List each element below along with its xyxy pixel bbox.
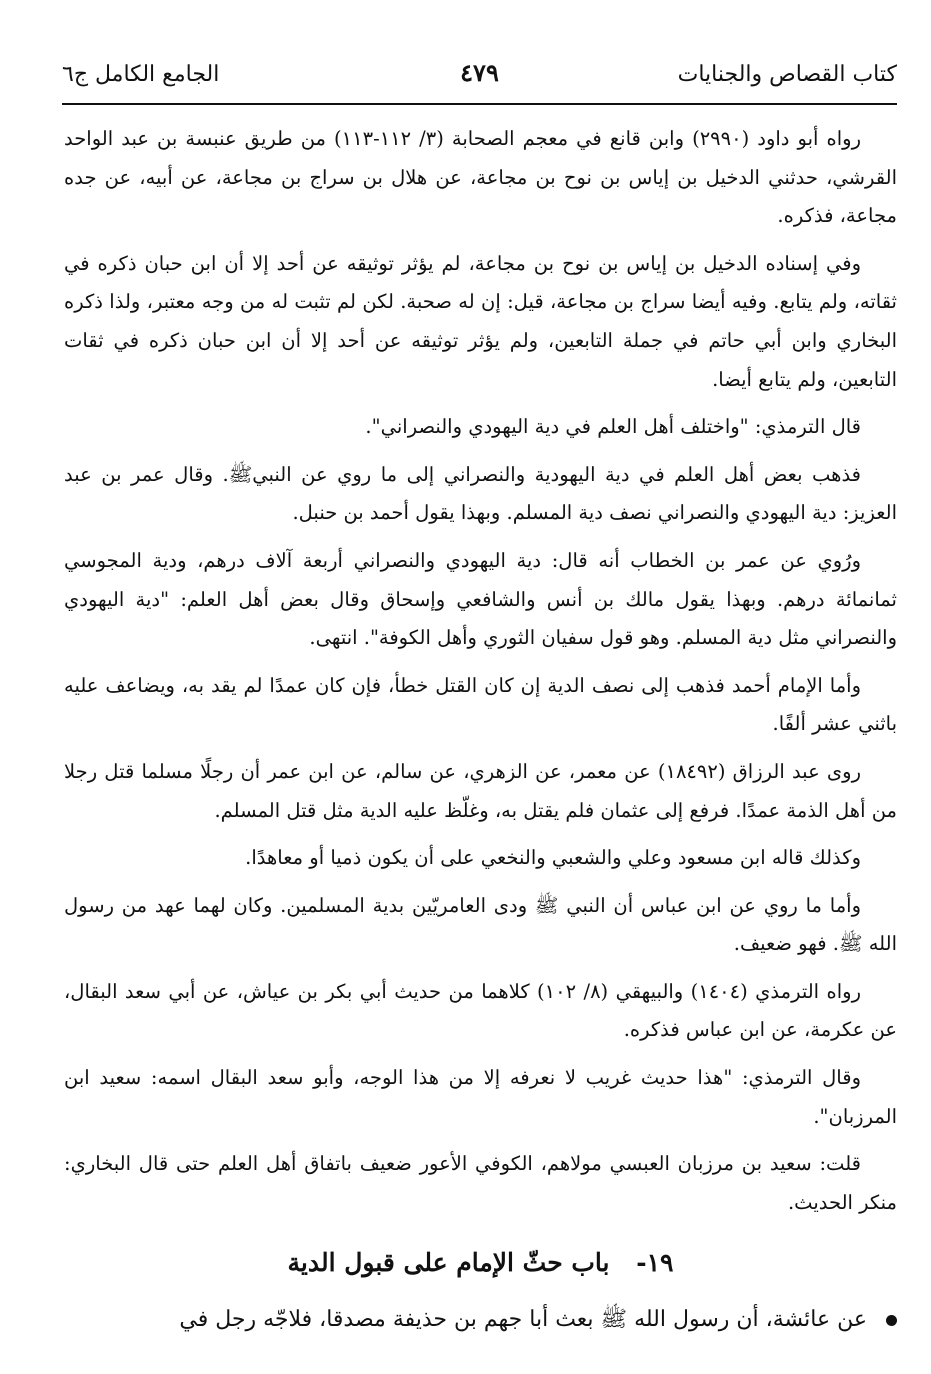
chapter-title: باب حثّ الإمام على قبول الدية (287, 1248, 610, 1278)
header-divider (62, 103, 897, 105)
paragraph-ibn-masud: وكذلك قاله ابن مسعود وعلي والشعبي والنخعي على أن يكون ذميا أو معاهدًا. (245, 846, 861, 870)
page-body (64, 120, 897, 1340)
paragraph-tirmidhi-gharib: وقال الترمذي: "هذا حديث غريب لا نعرفه إلا من هذا الوجه، وأبو سعد البقال اسمه: سعيد ابن المرزبان". (64, 1066, 897, 1128)
book-section-title: كتاب القصاص والجنايات (677, 62, 897, 87)
paragraph-imam-ahmad: وأما الإمام أحمد فذهب إلى نصف الدية إن كان القتل خطأ، فإن كان عمدًا لم يقد به، ويضاعف عليه باثني عشر ألفًا. (64, 673, 897, 736)
paragraph-author-note: قلت: سعيد بن مرزبان العبسي مولاهم، الكوفي الأعور ضعيف باتفاق أهل العلم حتى قال البخاري: منكر الحديث. (64, 1152, 897, 1214)
paragraph-tirmidhi-bayhaqi: رواه الترمذي (١٤٠٤) والبيهقي (٨/ ١٠٢) كلاهما من حديث أبي بكر بن عياش، عن أبي سعد البقال، عن عكرمة، عن ابن عباس فذكره. (64, 979, 897, 1042)
hadith-paragraph (64, 1300, 897, 1340)
book-title: الجامع الكامل ج٦ (62, 62, 220, 87)
paragraph-ibn-abbas: وأما ما روي عن ابن عباس أن النبي ﷺ ودى العامريّين بدية المسلمين. وكان لهما عهد من رسول الله ﷺ. فهو ضعيف. (64, 893, 897, 956)
paragraph-umar-report: ورُوي عن عمر بن الخطاب أنه قال: دية اليهودي والنصراني أربعة آلاف درهم، ودية المجوسي ثمانمائة درهم. وبهذا يقول مالك بن أنس والشافعي وإسحاق وقال بعض أهل العلم: "دية اليهودي والنصراني مثل دية المسلم. وهو قول سفيان الثوري وأهل الكوفة". انتهى. (64, 548, 897, 650)
page-header (62, 58, 897, 94)
paragraph-abu-dawud: رواه أبو داود (٢٩٩٠) وابن قانع في معجم الصحابة (٣/ ١١٢-١١٣) من طريق عنبسة بن عبد الواحد القرشي، حدثني الدخيل بن إياس بن نوح بن مجاعة، عن هلال بن سراج بن مجاعة، عن أبيه، عن جده مجاعة، فذكره. (64, 127, 897, 228)
paragraph-scholars-view: فذهب بعض أهل العلم في دية اليهودية والنصراني إلى ما روي عن النبيﷺ. وقال عمر بن عبد العزيز: دية اليهودي والنصراني نصف دية المسلم. وبهذا يقول أحمد بن حنبل. (64, 462, 897, 525)
chapter-number: ١٩- (636, 1248, 674, 1278)
chapter-heading (64, 1246, 897, 1280)
hadith-text: عن عائشة، أن رسول الله ﷺ بعث أبا جهم بن حذيفة مصدقا، فلاجّه رجل في (179, 1307, 867, 1333)
page-number: ٤٧٩ (460, 58, 499, 87)
bullet-icon (886, 1315, 897, 1326)
paragraph-isnad: وفي إسناده الدخيل بن إياس بن نوح بن مجاعة، لم يؤثر توثيقه عن أحد إلا أن ابن حبان ذكره في ثقاته، ولم يتابع. وفيه أيضا سراج بن مجاعة، قيل: إن له صحبة. لكن لم تثبت له من وجه معتبر، ولذا ذكره البخاري وابن أبي حاتم في جملة التابعين، ولم يؤثر توثيقه عن أحد إلا أن ابن حبان ذكره في ثقات التابعين، ولم يتابع أيضا. (64, 251, 897, 391)
paragraph-abdurrazzaq: روى عبد الرزاق (١٨٤٩٢) عن معمر، عن الزهري، عن سالم، عن ابن عمر أن رجلًا مسلما قتل رجلا من أهل الذمة عمدًا. فرفع إلى عثمان فلم يقتل به، وغلّظ عليه الدية مثل قتل المسلم. (64, 759, 897, 822)
paragraph-tirmidhi-quote: قال الترمذي: "واختلف أهل العلم في دية اليهودي والنصراني". (365, 415, 861, 439)
